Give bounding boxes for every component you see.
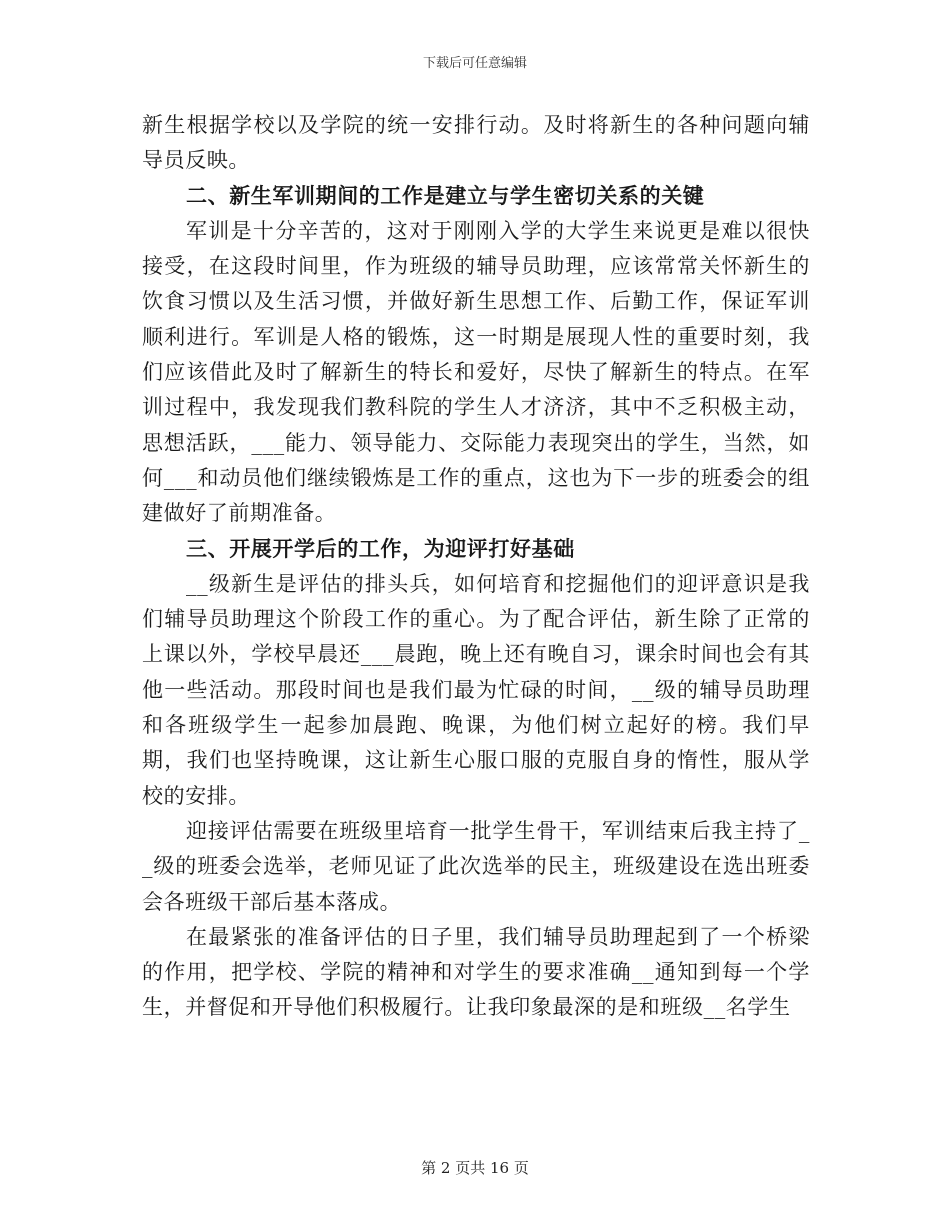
paragraph-military-training: 军训是十分辛苦的，这对于刚刚入学的大学生来说更是难以很快接受，在这段时间里，作为班级的辅导员助理，应该常常关怀新生的饮食习惯以及生活习惯，并做好新生思想工作、后勤工作，保证军训顺利进行。军训是人格的锻炼，这一时期是展现人性的重要时刻，我们应该借此及时了解新生的特长和爱好，尽快了解新生的特点。在军训过程中，我发现我们教科院的学生人才济济，其中不乏积极主动，思想活跃，___能力、领导能力、交际能力表现突出的学生，当然，如何___和动员他们继续锻炼是工作的重点，这也为下一步的班委会的组建做好了前期准备。 — [142, 218, 810, 526]
document-body — [142, 108, 810, 1026]
paragraph-class-committee: 迎接评估需要在班级里培育一批学生骨干，军训结束后我主持了__级的班委会选举，老师见证了此次选举的民主，班级建设在选出班委会各班级干部后基本落成。 — [142, 818, 810, 914]
paragraph-evaluation: __级新生是评估的排头兵，如何培育和挖掘他们的迎评意识是我们辅导员助理这个阶段工作的重心。为了配合评估，新生除了正常的上课以外，学校早晨还___晨跑，晚上还有晚自习，课余时间也会有其他一些活动。那段时间也是我们最为忙碌的时间，__级的辅导员助理和各班级学生一起参加晨跑、晚课，为他们树立起好的榜。我们早期，我们也坚持晚课，这让新生心服口服的克服自身的惰性，服从学校的安排。 — [142, 571, 810, 808]
page-footer: 第 2 页共 16 页 — [421, 1159, 529, 1177]
paragraph-intro: 新生根据学校以及学院的统一安排行动。及时将新生的各种问题向辅导员反映。 — [142, 113, 810, 173]
paragraph-bridge-role: 在最紧张的准备评估的日子里，我们辅导员助理起到了一个桥梁的作用，把学校、学院的精神和对学生的要求准确__通知到每一个学生，并督促和开导他们积极履行。让我印象最深的是和班级__名学生 — [142, 924, 810, 1020]
page-header: 下载后可任意编辑 — [422, 56, 527, 71]
section-heading-3: 三、开展开学后的工作，为迎评打好基础 — [186, 536, 575, 561]
section-heading-2: 二、新生军训期间的工作是建立与学生密切关系的关键 — [186, 183, 705, 208]
